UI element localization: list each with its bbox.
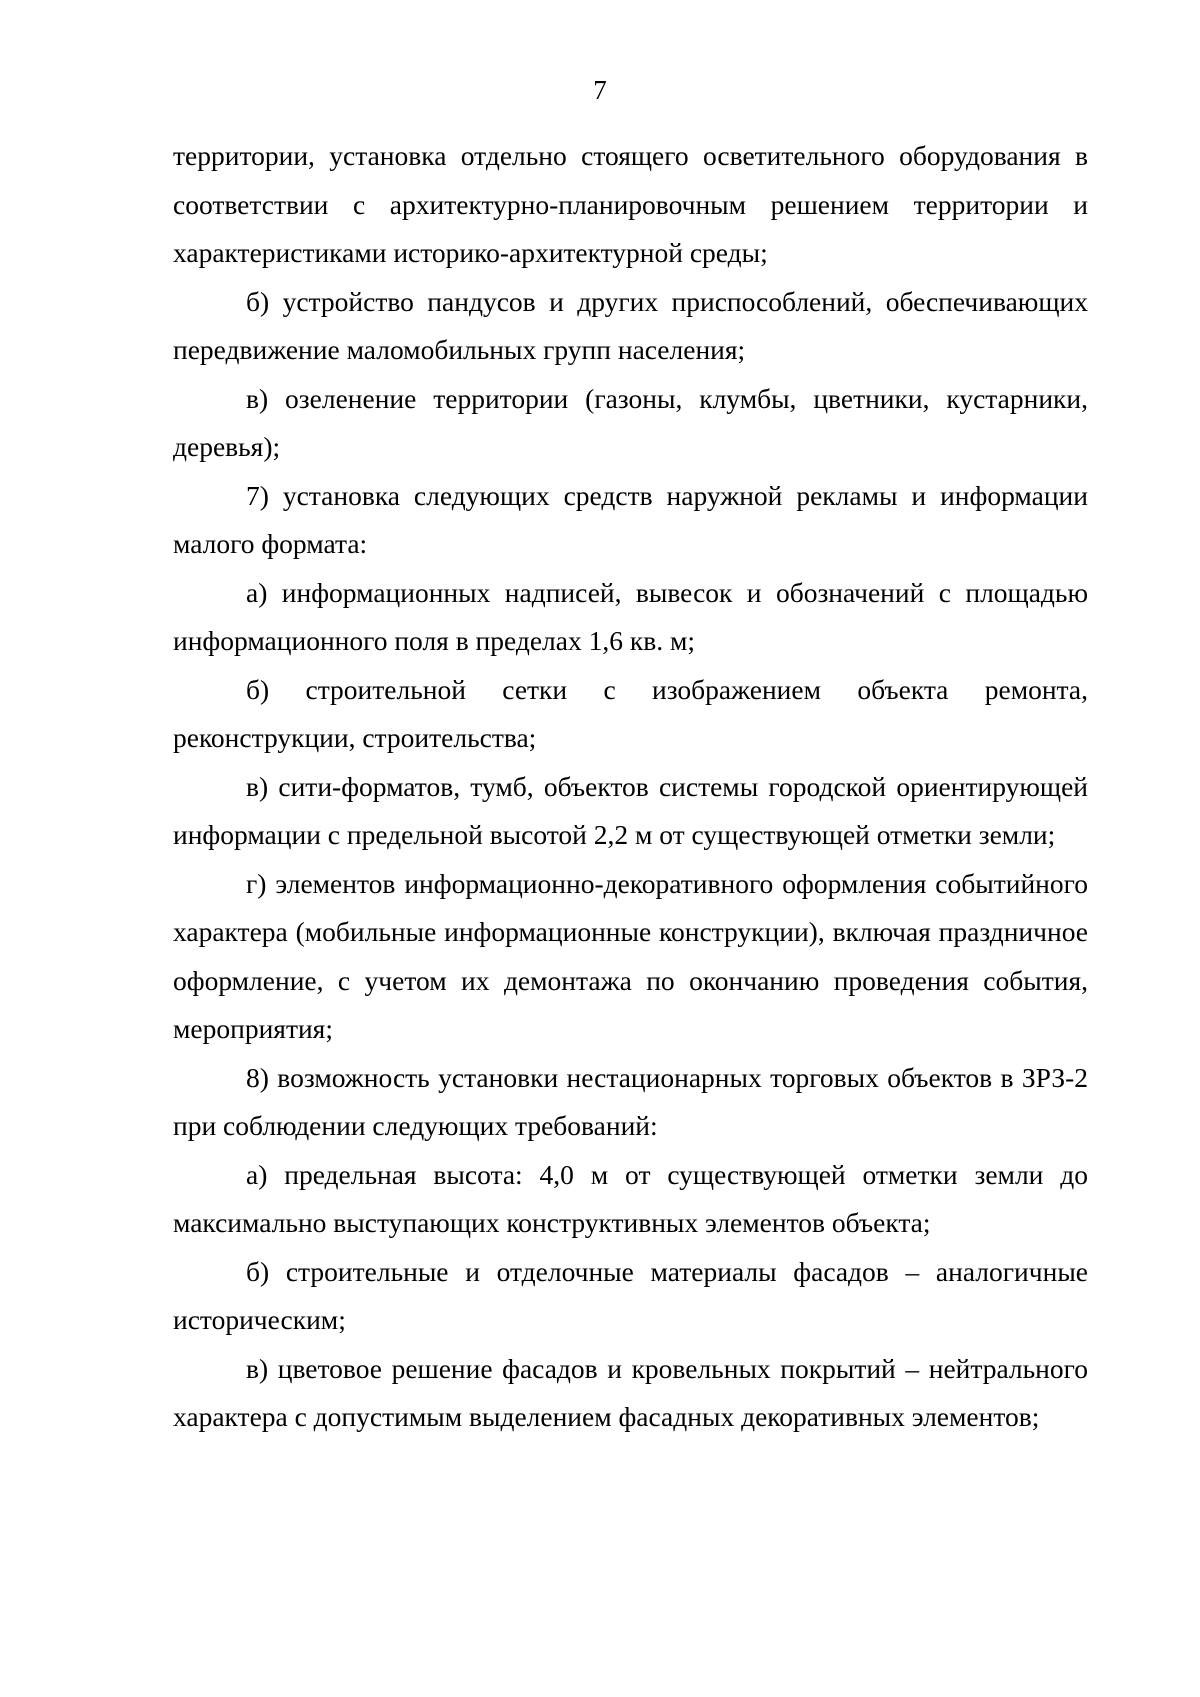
paragraph-landscaping: в) озеленение территории (газоны, клумбы, цветники, кустарники, деревья); bbox=[173, 382, 1088, 462]
paragraph-materials: б) строительные и отделочные материалы фасадов – аналогичные историческим; bbox=[173, 1255, 1088, 1335]
paragraph-color-scheme: в) цветовое решение фасадов и кровельных покрытий – нейтрального характера с допустимым выделением фасадных декоративных элементов; bbox=[173, 1352, 1088, 1432]
paragraph-city-formats: в) сити-форматов, тумб, объектов системы городской ориентирующей информации с предельной высотой 2,2 м от существующей отметки земли; bbox=[173, 770, 1088, 850]
page-number: 7 bbox=[593, 75, 607, 105]
paragraph-max-height: а) предельная высота: 4,0 м от существующей отметки земли до максимально выступающих конструктивных элементов объекта; bbox=[173, 1158, 1088, 1238]
paragraph-decorative-elements: г) элементов информационно-декоративного оформления событийного характера (мобильные информационные конструкции), включая праздничное оформление, с учетом их демонтажа по окончанию проведения события, мероприятия; bbox=[173, 867, 1088, 1044]
paragraph-item-7: 7) установка следующих средств наружной рекламы и информации малого формата: bbox=[173, 479, 1088, 559]
paragraph-ramps: б) устройство пандусов и других приспособлений, обеспечивающих передвижение маломобильных групп населения; bbox=[173, 285, 1088, 365]
paragraph-info-signs: а) информационных надписей, вывесок и обозначений с площадью информационного поля в пределах 1,6 кв. м; bbox=[173, 576, 1088, 656]
paragraph-construction-net: б) строительной сетки с изображением объекта ремонта, реконструкции, строительства; bbox=[173, 673, 1088, 753]
document-body bbox=[173, 132, 1088, 1442]
paragraph-continuation: территории, установка отдельно стоящего осветительного оборудования в соответствии с архитектурно-планировочным решением территории и характеристиками историко-архитектурной среды; bbox=[173, 140, 1088, 268]
paragraph-item-8: 8) возможность установки нестационарных торговых объектов в ЗРЗ-2 при соблюдении следующих требований: bbox=[173, 1061, 1088, 1141]
